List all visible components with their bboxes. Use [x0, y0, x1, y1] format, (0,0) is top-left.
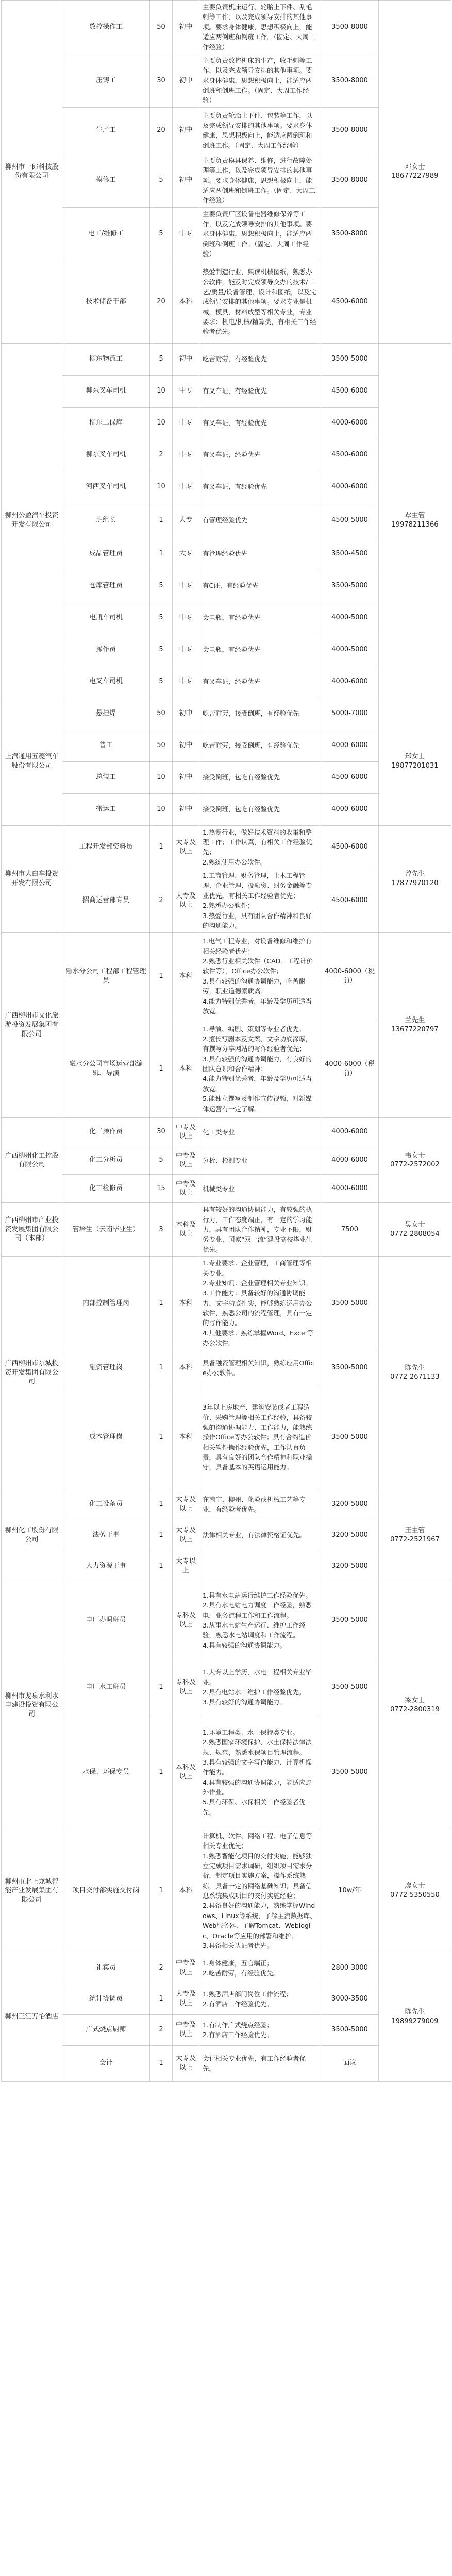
job-requirements: 主要负责模具保养、维修，进行故障处理等工作，以及完成领导安排的其他事项。要求身体健康，思想积极向上，能适应两倒班和倒班工作。（固定、大周工作经验）: [199, 154, 321, 207]
company-name: 柳州市龙泉水利水电建设投资有限公司: [2, 1582, 62, 1829]
position-title: 成本管理岗: [62, 1386, 150, 1489]
position-title: 融水分公司工程部工程管理员: [62, 933, 150, 1020]
salary-range: 4000-6000（税前）: [321, 933, 379, 1020]
headcount: 20: [150, 261, 173, 343]
headcount: 10: [150, 471, 173, 503]
education-requirement: 本科: [173, 1020, 199, 1118]
education-requirement: 大专及以上: [173, 869, 199, 933]
position-title: 人力资源干事: [62, 1551, 150, 1582]
education-requirement: 初中: [173, 761, 199, 793]
job-requirements: 主要负责数控机床的生产，收毛刺等工作，以及完成领导安排的其他事项。要求身体健康，思想积极向上，能适应两倒班和倒班工作。（固定、大周工作经验）: [199, 54, 321, 107]
education-requirement: 中专: [173, 634, 199, 666]
salary-range: 3500-5000: [321, 1716, 379, 1829]
position-title: 生产工: [62, 107, 150, 154]
salary-range: 4000-5000: [321, 634, 379, 666]
job-row: [2, 1829, 451, 1953]
job-row: [2, 825, 451, 869]
position-title: 数控操作工: [62, 1, 150, 54]
headcount: 1: [150, 1489, 173, 1520]
education-requirement: 中专: [173, 407, 199, 439]
position-title: 融资管理岗: [62, 1350, 150, 1386]
position-title: 工程开发部资料员: [62, 825, 150, 869]
salary-range: 4000-6000: [321, 666, 379, 698]
education-requirement: 大专: [173, 538, 199, 570]
position-title: 总装工: [62, 761, 150, 793]
job-requirements: 接受倒班，包吃有经验优先: [199, 793, 321, 825]
headcount: 5: [150, 602, 173, 634]
position-title: 化工设备员: [62, 1489, 150, 1520]
job-row: [2, 1953, 451, 1984]
job-requirements: 吃苦耐劳，有经验优先: [199, 343, 321, 375]
education-requirement: 中专: [173, 666, 199, 698]
job-requirements: 1.工商管理、财务管理，土木工程管理、企业管理、投融资、财务金融等专业优先，有相关工作经验者优先； 2.熟悉办公软件； 3.热爱行业，具有团队合作精神和良好的沟通能力。: [199, 869, 321, 933]
salary-range: 3200-5000: [321, 1489, 379, 1520]
education-requirement: 初中: [173, 1, 199, 54]
job-row: [2, 1489, 451, 1520]
salary-range: 4500-6000: [321, 439, 379, 471]
position-title: 招商运营部专员: [62, 869, 150, 933]
job-requirements: 3年以上房地产、建筑安装或者工程造价、采购管理等相关工作经验，具备较强的沟通协调能力、工作能力，能熟练操作Office等办公软件；具有合约造价相关软件操作经验优先，工作认真负责，具有良好的团队合作精神和职业操守，具备基本的英语运用能力。: [199, 1386, 321, 1489]
headcount: 1: [150, 1350, 173, 1386]
education-requirement: 初中: [173, 698, 199, 730]
headcount: 1: [150, 1520, 173, 1551]
position-title: 普工: [62, 730, 150, 761]
education-requirement: 本科及以上: [173, 1716, 199, 1829]
job-requirements: [199, 1551, 321, 1582]
position-title: 操作员: [62, 634, 150, 666]
headcount: 50: [150, 698, 173, 730]
company-name: 广西柳州化工控股有限公司: [2, 1118, 62, 1203]
education-requirement: 中专及以上: [173, 1953, 199, 1984]
job-row: [2, 343, 451, 375]
position-title: 模修工: [62, 154, 150, 207]
education-requirement: 本科及以上: [173, 1203, 199, 1257]
position-title: 仓库管理员: [62, 570, 150, 602]
position-title: 广式烧点厨师: [62, 2014, 150, 2045]
headcount: 30: [150, 54, 173, 107]
headcount: 5: [150, 207, 173, 261]
position-title: 柳东二保库: [62, 407, 150, 439]
education-requirement: 初中: [173, 107, 199, 154]
salary-range: 3500-5000: [321, 1582, 379, 1659]
job-requirements: 在南宁、柳州、化验或机械工艺等专业，有经验者优先。: [199, 1489, 321, 1520]
position-title: 柳东叉车司机: [62, 375, 150, 407]
job-requirements: 吃苦耐劳，接受倒班，有经验优先: [199, 698, 321, 730]
headcount: 1: [150, 825, 173, 869]
salary-range: 面议: [321, 2045, 379, 2081]
education-requirement: 初中: [173, 54, 199, 107]
salary-range: 4500-5000: [321, 503, 379, 538]
salary-range: 4000-6000: [321, 471, 379, 503]
salary-range: 3500-5000: [321, 1350, 379, 1386]
education-requirement: 大专及以上: [173, 1984, 199, 2014]
job-row: [2, 1203, 451, 1257]
headcount: 2: [150, 2014, 173, 2045]
contact-info: 廖女士 0772-5350550: [379, 1829, 451, 1953]
education-requirement: 初中: [173, 154, 199, 207]
headcount: 1: [150, 538, 173, 570]
salary-range: 3500-8000: [321, 154, 379, 207]
position-title: 技术储备干部: [62, 261, 150, 343]
education-requirement: 本科: [173, 1257, 199, 1350]
salary-range: 4000-6000: [321, 793, 379, 825]
position-title: 项目交付部实施交付岗: [62, 1829, 150, 1953]
salary-range: 7500: [321, 1203, 379, 1257]
salary-range: 4000-6000: [321, 1118, 379, 1146]
headcount: 1: [150, 1386, 173, 1489]
headcount: 1: [150, 503, 173, 538]
job-requirements: 1.环境工程类、水土保持类专业。 2.熟悉国家环境保护、水土保持法律法规、规范，熟悉水保项目管理流程。 3.具有较强的文字写作能力、计算机操作能力。 4.具有较强的沟通协调能力，能适应野外作业。 5.具有环保、水保相关工作经验者优先。: [199, 1716, 321, 1829]
education-requirement: 中专: [173, 439, 199, 471]
job-requirements: 1.导演、编剧、策划等专业者优先； 2.擅长写剧本及文案、文字功底深厚，有撰写分享网站的写作经验者优先； 3.具有较强的沟通协调能力，有良好的团队意识和合作精神； 4.能力特别优秀者，年龄及学历可适当放宽。 5.能独立撰写及制作宣传视频，对新媒体运营有一定了解。: [199, 1020, 321, 1118]
contact-info: 郑女士 19877201031: [379, 698, 451, 825]
salary-range: 3500-8000: [321, 207, 379, 261]
job-requirements: 有叉车证，有经验优先: [199, 375, 321, 407]
company-name: 上汽通用五菱汽车股份有限公司: [2, 698, 62, 825]
job-row: [2, 698, 451, 730]
salary-range: 2800-3000: [321, 1953, 379, 1984]
job-requirements: 化工类专业: [199, 1118, 321, 1146]
job-requirements: 有叉车证，有经验优先: [199, 471, 321, 503]
education-requirement: 中专: [173, 570, 199, 602]
headcount: 2: [150, 869, 173, 933]
company-name: 柳州市一郎科技股份有限公司: [2, 1, 62, 344]
job-row: [2, 1582, 451, 1659]
job-requirements: 1.有制作广式烧点经验； 2.有酒店工作经验优先。: [199, 2014, 321, 2045]
job-requirements: 1.大专以上学历，水电工程相关专业毕业。 2.具有电站水工维护工作经验优先。 3.具有较好的沟通协调能力。: [199, 1659, 321, 1716]
education-requirement: 中专及以上: [173, 1146, 199, 1175]
salary-range: 5000-7000: [321, 698, 379, 730]
education-requirement: 专科及以上: [173, 1582, 199, 1659]
company-name: 柳州化工股份有限公司: [2, 1489, 62, 1582]
headcount: [150, 1582, 173, 1659]
headcount: 1: [150, 1716, 173, 1829]
job-listings-body: [2, 1, 451, 2082]
position-title: 化工分析员: [62, 1146, 150, 1175]
salary-range: 3500-4500: [321, 538, 379, 570]
headcount: 15: [150, 1175, 173, 1203]
job-requirements: 会电瓶，有经验优先: [199, 634, 321, 666]
headcount: 50: [150, 730, 173, 761]
position-title: 礼宾员: [62, 1953, 150, 1984]
position-title: 统计协调员: [62, 1984, 150, 2014]
salary-range: 3500-5000: [321, 1257, 379, 1350]
salary-range: 4000-6000: [321, 730, 379, 761]
headcount: 1: [150, 1984, 173, 2014]
salary-range: 4000-6000: [321, 407, 379, 439]
job-requirements: 热爱制造行业，熟读机械图纸，熟悉办公软件，能及时完成领导交办的技术/工艺/质量/设备管理，设计和图纸，以及完成领导安排的其他事项。要求专业是机械，模具，材料成型等相关专业，专业要求：机电/机械/精算类，有相关工作经验者优先。: [199, 261, 321, 343]
headcount: 5: [150, 666, 173, 698]
job-requirements: 吃苦耐劳，接受倒班，有经验优先: [199, 730, 321, 761]
education-requirement: 中专及以上: [173, 2014, 199, 2045]
salary-range: 4500-6000: [321, 825, 379, 869]
position-title: 法务干事: [62, 1520, 150, 1551]
headcount: 30: [150, 1118, 173, 1146]
company-name: 柳州三江万怡酒店: [2, 1953, 62, 2081]
education-requirement: 中专: [173, 602, 199, 634]
salary-range: 3500-5000: [321, 1659, 379, 1716]
headcount: 2: [150, 439, 173, 471]
headcount: 5: [150, 634, 173, 666]
position-title: 管培生（云南毕业生）: [62, 1203, 150, 1257]
headcount: 1: [150, 1829, 173, 1953]
position-title: 河西叉车司机: [62, 471, 150, 503]
position-title: 化工操作员: [62, 1118, 150, 1146]
salary-range: 3000-3500: [321, 1984, 379, 2014]
job-requirements: 有管理经验优先: [199, 538, 321, 570]
headcount: 5: [150, 154, 173, 207]
education-requirement: 初中: [173, 730, 199, 761]
education-requirement: 本科: [173, 1829, 199, 1953]
position-title: 会计: [62, 2045, 150, 2081]
education-requirement: 大专及以上: [173, 1520, 199, 1551]
position-title: 柳东叉车司机: [62, 439, 150, 471]
job-requirements: 法律相关专业，有法律资格证优先。: [199, 1520, 321, 1551]
salary-range: 3500-5000: [321, 1386, 379, 1489]
headcount: 1: [150, 2045, 173, 2081]
contact-info: 邓女士 18677227989: [379, 1, 451, 344]
job-requirements: 接受倒班，包吃有经验优先: [199, 761, 321, 793]
company-name: 广西柳州市东城投资开发集团有限公司: [2, 1257, 62, 1489]
headcount: 20: [150, 107, 173, 154]
company-name: 广西柳州市产业投资发展集团有限公司（本部）: [2, 1203, 62, 1257]
salary-range: 3500-8000: [321, 107, 379, 154]
salary-range: 3500-8000: [321, 1, 379, 54]
education-requirement: 中专: [173, 375, 199, 407]
headcount: 10: [150, 761, 173, 793]
education-requirement: 本科: [173, 933, 199, 1020]
job-requirements: 1.具有水电站运行维护工作经验优先。 2.具有水电站电力调度工作经验，熟悉电厂业务流程工作和工作流程。 3.从事水电站生产运行、维护工作经验，熟悉水电站调度和工作流程。 4.具有较强的沟通协调能力。: [199, 1582, 321, 1659]
education-requirement: 本科: [173, 1386, 199, 1489]
salary-range: 4000-6000: [321, 1146, 379, 1175]
position-title: 电工/维修工: [62, 207, 150, 261]
headcount: 3: [150, 1203, 173, 1257]
position-title: 压铸工: [62, 54, 150, 107]
salary-range: 4500-6000: [321, 375, 379, 407]
education-requirement: 专科及以上: [173, 1659, 199, 1716]
job-row: [2, 933, 451, 1020]
job-requirements: 主要负责轮胎上下件、包装等工作，以及完成领导安排的其他事项。要求身体健康，思想积极向上，能适应两倒班和倒班工作。（固定、大周工作经验）: [199, 107, 321, 154]
job-requirements: 会计相关专业优先，有工作经验者优先。: [199, 2045, 321, 2081]
position-title: 内部控制管理岗: [62, 1257, 150, 1350]
salary-range: 4000-6000（税前）: [321, 1020, 379, 1118]
contact-info: 吴女士 0772-2808054: [379, 1203, 451, 1257]
contact-info: 陈先生 19899279009: [379, 1953, 451, 2081]
job-requirements: 有叉车证，经验优先: [199, 439, 321, 471]
headcount: 2: [150, 1953, 173, 1984]
education-requirement: 大专及以上: [173, 1489, 199, 1520]
job-requirements: 具有较好的沟通协调能力，有较强的执行力，工作态度端正，有一定的学习能力，具有团队合作精神，专业不限，财务专业、国家“双一流”建设高校毕业生优先。: [199, 1203, 321, 1257]
education-requirement: 中专: [173, 471, 199, 503]
salary-range: 3500-8000: [321, 54, 379, 107]
position-title: 水保、环保专员: [62, 1716, 150, 1829]
job-requirements: 有叉车证，经验优先: [199, 666, 321, 698]
salary-range: 3200-5000: [321, 1551, 379, 1582]
job-requirements: 1.身体健康，五官端正； 2.吃苦耐劳，有经验优先。: [199, 1953, 321, 1984]
salary-range: 10w/年: [321, 1829, 379, 1953]
headcount: 5: [150, 1146, 173, 1175]
education-requirement: 本科: [173, 261, 199, 343]
salary-range: 4500-6000: [321, 261, 379, 343]
job-requirements: 1.专业要求：企业管理，工商管理等相关专业。 2.专业知识：企业管理相关专业知识。 3.工作能力：具备较好的沟通协调能力，文字功底扎实，能够熟练运用办公软件，熟悉公司的流程管理，具有一定的写作能力。 4.其他要求：熟练掌握Word、Excel等办公软件。: [199, 1257, 321, 1350]
job-row: [2, 1257, 451, 1350]
position-title: 电厂水工班员: [62, 1659, 150, 1716]
headcount: 5: [150, 570, 173, 602]
job-requirements: 机械类专业: [199, 1175, 321, 1203]
job-row: [2, 1, 451, 54]
education-requirement: 大专及以上: [173, 2045, 199, 2081]
contact-info: 曾先生 17877970120: [379, 825, 451, 933]
salary-range: 3500-5000: [321, 2014, 379, 2045]
education-requirement: 本科: [173, 1350, 199, 1386]
job-requirements: 计算机、软件、网络工程、电子信息等相关专业优先； 1.熟悉智能化项目的交付实施，能够独立完成项目需求调研，组织项目需求分析，制定项目实施方案，操作系统熟练，具备一定的网络基础知识，具备信息系统集成项目的交付实施经验； 2.具备良好的沟通能力，熟练掌握Windows、Linux等系统，了解主流数据库、Web服务器，了解Tomcat、Weblogic、Oracle等应用的部署和维护； 3.具备相关认证者优先。: [199, 1829, 321, 1953]
headcount: 1: [150, 933, 173, 1020]
job-requirements: 有管理经验优先: [199, 503, 321, 538]
headcount: 1: [150, 1551, 173, 1582]
salary-range: 4500-6000: [321, 869, 379, 933]
position-title: 悬挂焊: [62, 698, 150, 730]
company-name: 柳州市北上龙城智能产业发展集团有限公司: [2, 1829, 62, 1953]
position-title: 电叉车司机: [62, 666, 150, 698]
education-requirement: 大专及以上: [173, 825, 199, 869]
education-requirement: 中专及以上: [173, 1175, 199, 1203]
salary-range: 3200-5000: [321, 1520, 379, 1551]
job-requirements: 1.电气工程专业，对设备维修和维护有相关经验者优先； 2.熟悉行业相关软件（CAD、工程计价软件等），Office办公软件； 3.具有较强的沟通协调能力，吃苦耐劳，职业道德素质高； 4.能力特别优秀者，年龄及学历可适当放宽。: [199, 933, 321, 1020]
headcount: 5: [150, 343, 173, 375]
job-requirements: 1.熟悉酒店部门岗位工作流程； 2.有酒店工作经验优先。: [199, 1984, 321, 2014]
job-requirements: 有叉车证，有经验优先: [199, 407, 321, 439]
contact-info: 韦女士 0772-2572002: [379, 1118, 451, 1203]
salary-range: 3500-5000: [321, 343, 379, 375]
contact-info: 兰先生 13677220797: [379, 933, 451, 1118]
salary-range: 4000-6000: [321, 1175, 379, 1203]
job-requirements: 主要负责厂区设备电器维修保养等工作，以及完成领导安排的其他事项。要求身体健康，思想积极向上，能适应两倒班和倒班工作。（固定、大周工作经验）: [199, 207, 321, 261]
headcount: 1: [150, 1257, 173, 1350]
headcount: 1: [150, 1659, 173, 1716]
position-title: 电厂办调班员: [62, 1582, 150, 1659]
headcount: 10: [150, 793, 173, 825]
job-requirements: 主要负责机床运行、轮胎上下件、刮毛刺等工作，以及完成领导安排的其他事项。要求身体健康，思想积极向上，能适应两倒班和倒班工作。（固定、大周工作经验）: [199, 1, 321, 54]
position-title: 电瓶车司机: [62, 602, 150, 634]
position-title: 融水分公司市场运营部编辑、导演: [62, 1020, 150, 1118]
contact-info: 梁女士 0772-2800319: [379, 1582, 451, 1829]
position-title: 搬运工: [62, 793, 150, 825]
contact-info: 覃主管 19978211366: [379, 343, 451, 698]
position-title: 柳东物流工: [62, 343, 150, 375]
contact-info: 陈先生 0772-2671133: [379, 1257, 451, 1489]
position-title: 班组长: [62, 503, 150, 538]
education-requirement: 初中: [173, 343, 199, 375]
position-title: 成品管理员: [62, 538, 150, 570]
job-row: [2, 1118, 451, 1146]
job-requirements: 1.热爱行业，做好技术资料的收集和整理工作；工作认真，有相关工作经验优先； 2.熟练使用办公软件。: [199, 825, 321, 869]
education-requirement: 初中: [173, 793, 199, 825]
contact-info: 王主管 0772-2521967: [379, 1489, 451, 1582]
education-requirement: 中专及以上: [173, 1118, 199, 1146]
headcount: 10: [150, 375, 173, 407]
headcount: 1: [150, 1020, 173, 1118]
company-name: 广西柳州市文化旅游投资发展集团有限公司: [2, 933, 62, 1118]
salary-range: 4000-5000: [321, 602, 379, 634]
job-listings-table: [1, 0, 451, 2082]
education-requirement: 大专以上: [173, 1551, 199, 1582]
salary-range: 4500-6000: [321, 761, 379, 793]
salary-range: 3500-5000: [321, 570, 379, 602]
position-title: 化工检修员: [62, 1175, 150, 1203]
headcount: 10: [150, 407, 173, 439]
job-requirements: 具备融资管理相关知识，熟练应用Office办公软件。: [199, 1350, 321, 1386]
education-requirement: 大专: [173, 503, 199, 538]
education-requirement: 中专: [173, 207, 199, 261]
company-name: 柳州市大白车投资开发有限公司: [2, 825, 62, 933]
job-requirements: 会电瓶，有经验优先: [199, 602, 321, 634]
headcount: 50: [150, 1, 173, 54]
company-name: 柳州公盈汽车投资开发有限公司: [2, 343, 62, 698]
job-requirements: 有C证，有经验优先: [199, 570, 321, 602]
job-requirements: 分析、检测专业: [199, 1146, 321, 1175]
